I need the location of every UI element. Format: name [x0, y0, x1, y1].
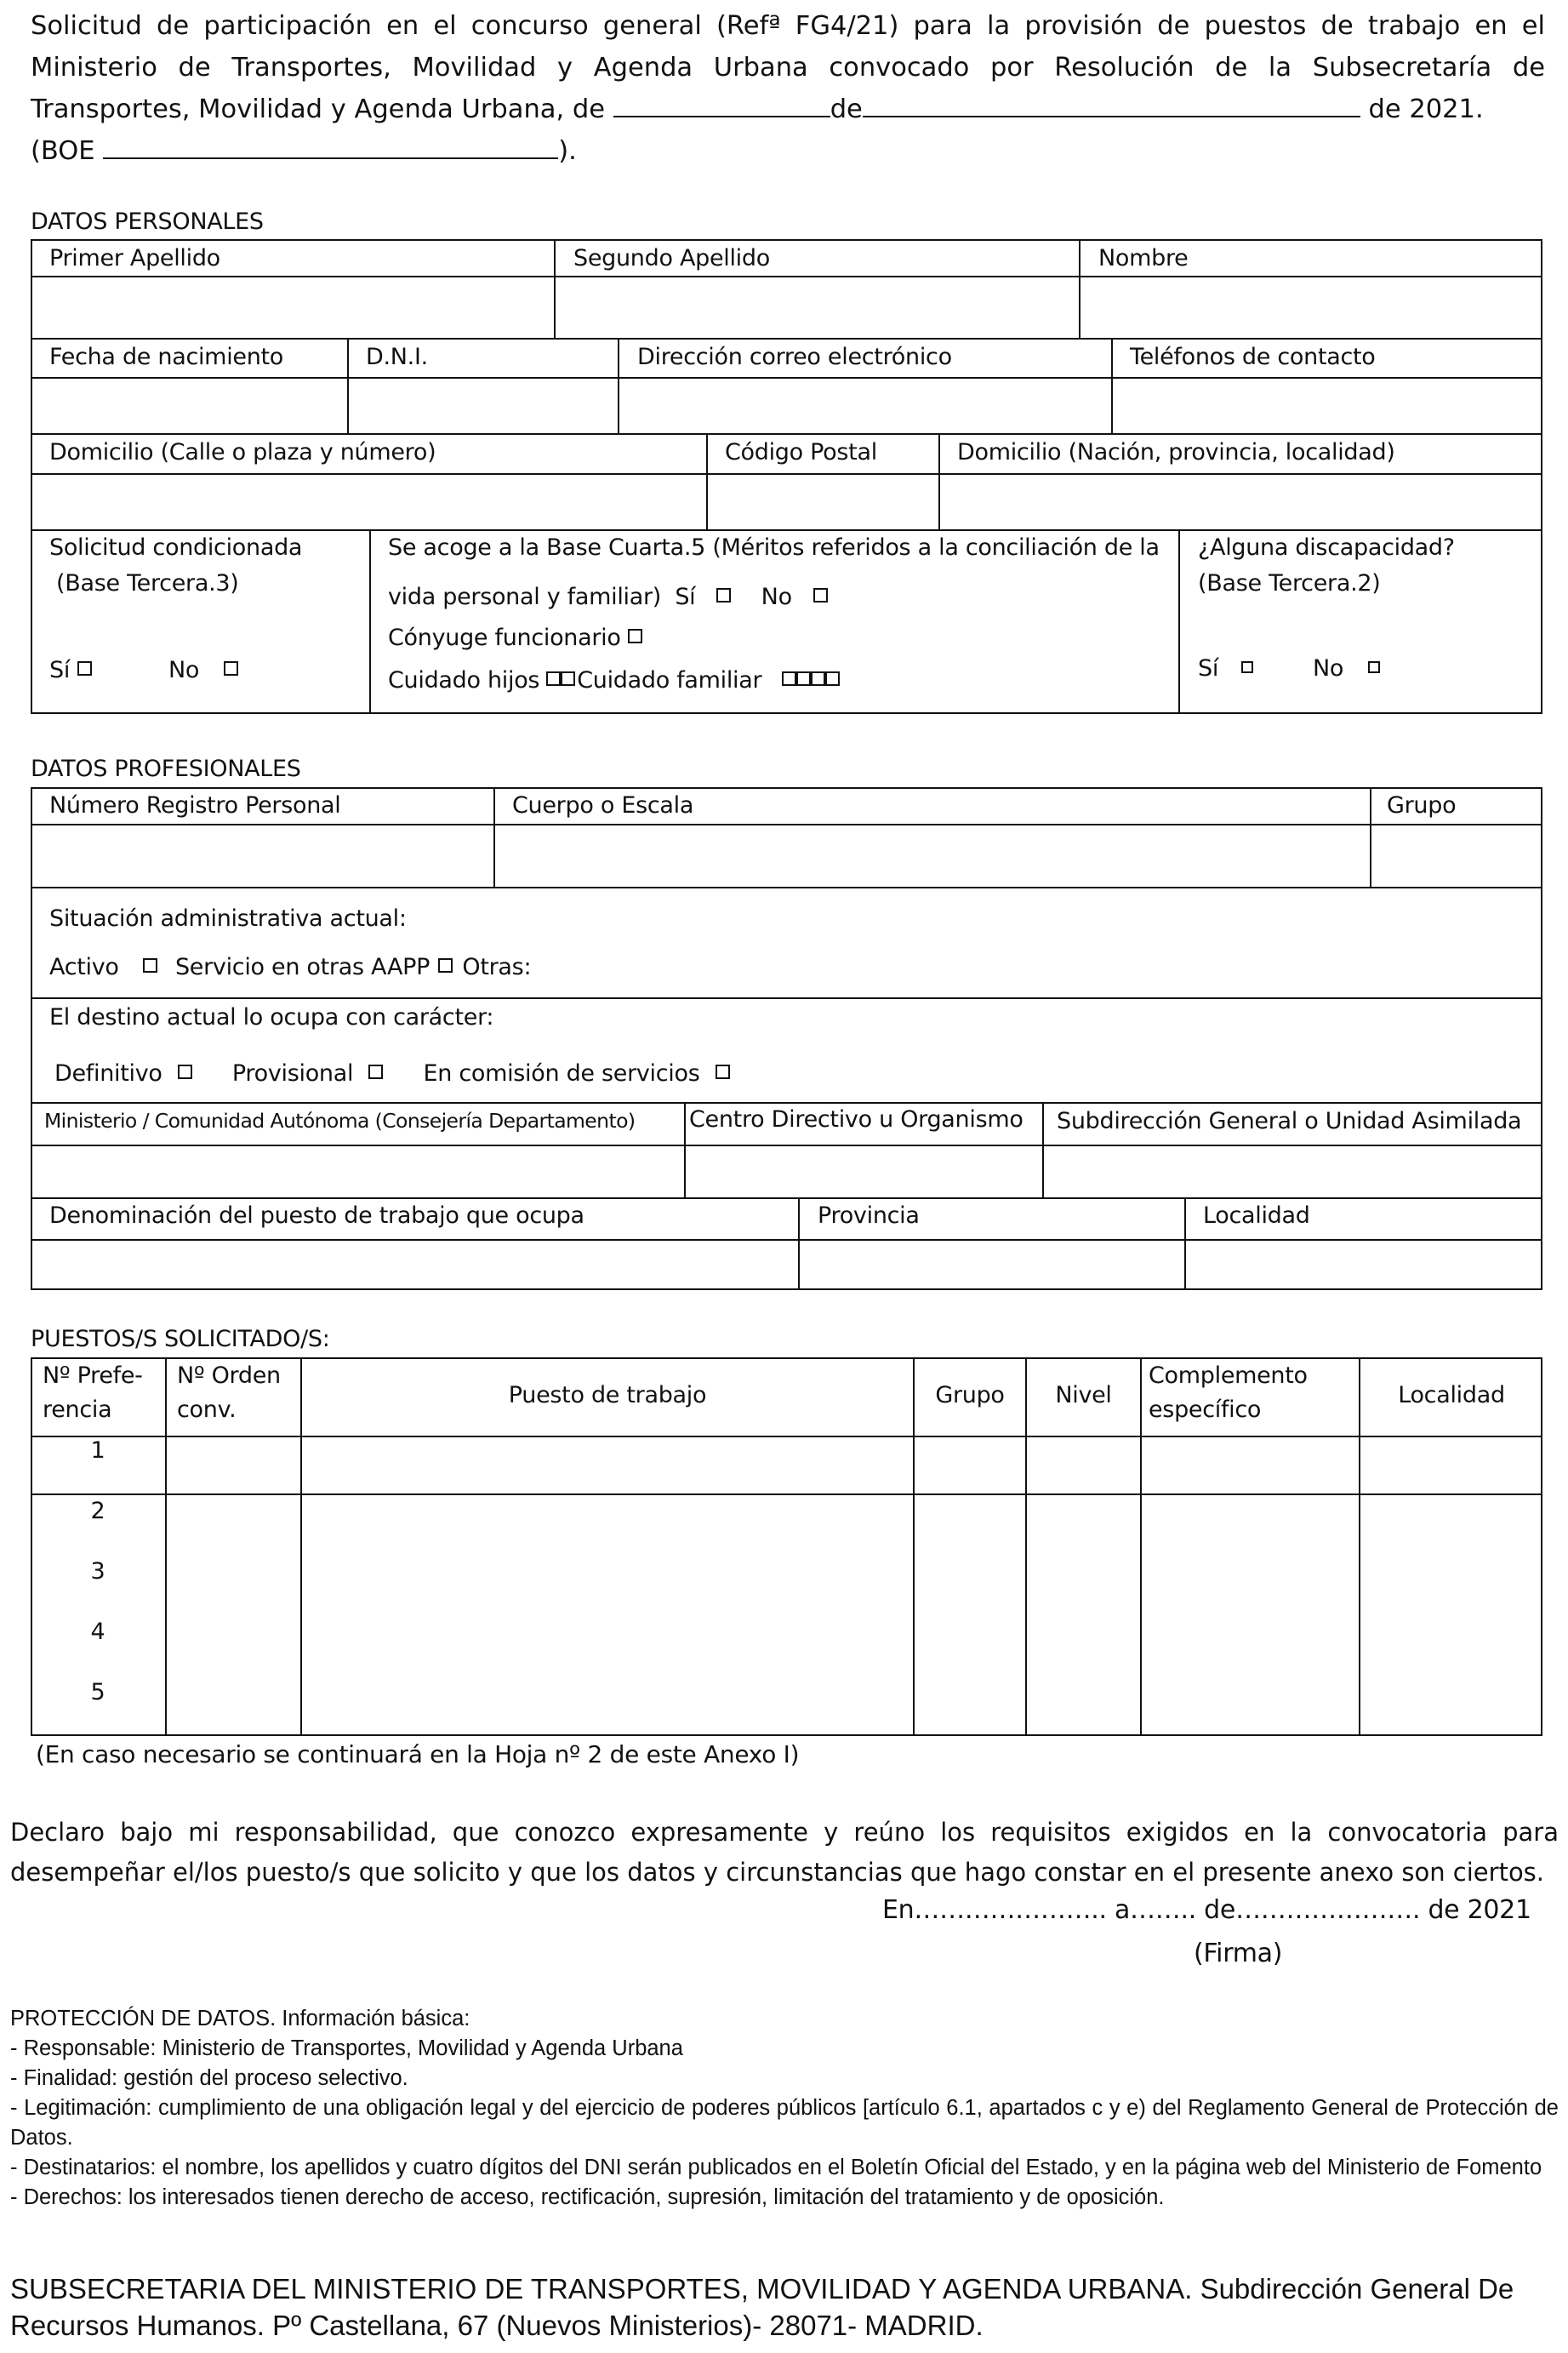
col-localidad: Localidad [1398, 1382, 1505, 1408]
divider [31, 1436, 1542, 1437]
divider [31, 887, 1542, 888]
label-nrp: Número Registro Personal [49, 792, 341, 819]
divider [1042, 1102, 1044, 1197]
cuidado-familiar-checkbox-1[interactable] [782, 671, 796, 686]
label-base-tercera-2: (Base Tercera.2) [1198, 570, 1381, 597]
divider [1370, 787, 1371, 887]
provisional-checkbox[interactable] [368, 1065, 383, 1079]
label-base-tercera-3: (Base Tercera.3) [56, 570, 239, 597]
cond-si-option [49, 657, 94, 683]
divider [31, 377, 1542, 379]
date-day-field[interactable] [613, 90, 830, 117]
divider [31, 1145, 1542, 1146]
row-pref-5: 5 [90, 1679, 105, 1705]
col-preferencia-l1: Nº Prefe- [43, 1362, 143, 1389]
cond-si-checkbox[interactable] [77, 661, 92, 676]
divider [1359, 1357, 1360, 1736]
personal-section-title: DATOS PERSONALES [31, 208, 264, 235]
conyuge-checkbox[interactable] [628, 629, 642, 643]
label-email: Dirección correo electrónico [637, 344, 952, 370]
row-pref-3: 3 [90, 1558, 105, 1585]
declaration-text: Declaro bajo mi responsabilidad, que conozco expresamente y reúno los requisitos exigidos en la convocatoria para desempeñar el/los puesto/s que solicito y que los datos y circunstancias que hago constar en el presente anexo son ciertos. [10, 1818, 1559, 1887]
label-cuidado-familiar: Cuidado familiar [577, 667, 762, 694]
puestos-note: (En caso necesario se continuará en la Hoja nº 2 de este Anexo I) [36, 1740, 800, 1768]
label-telefonos: Teléfonos de contacto [1130, 344, 1376, 370]
divider [1178, 529, 1180, 714]
cuidado-line [388, 667, 840, 694]
label-comision: En comisión de servicios [423, 1060, 700, 1087]
definitivo-checkbox[interactable] [178, 1065, 192, 1079]
divider [31, 433, 1542, 435]
divider [31, 1239, 1542, 1241]
label-definitivo: Definitivo [54, 1060, 163, 1087]
boe-field[interactable] [103, 132, 558, 159]
puestos-table [31, 1357, 1542, 1736]
base-no-label: No [761, 584, 792, 610]
puestos-section-title: PUESTOS/S SOLICITADO/S: [31, 1326, 330, 1352]
label-solicitud-condicionada: Solicitud condicionada [49, 534, 303, 561]
cond-no-checkbox[interactable] [224, 661, 238, 676]
row-pref-2: 2 [90, 1498, 105, 1524]
col-orden-l2: conv. [177, 1396, 237, 1423]
divider [31, 997, 1542, 999]
label-cuidado-hijos: Cuidado hijos [388, 667, 540, 694]
professional-section-title: DATOS PROFESIONALES [31, 756, 301, 782]
disc-no-checkbox[interactable] [1368, 661, 1380, 673]
label-provisional: Provisional [231, 1060, 354, 1087]
label-centro: Centro Directivo u Organismo [689, 1106, 1023, 1133]
dp-legitimacion: - Legitimación: cumplimiento de una obligación legal y del ejercicio de poderes públicos [artículo 6.1, apartados c y e) del Reglamento General de Protección de Datos. [10, 2096, 1559, 2150]
label-localidad: Localidad [1203, 1202, 1310, 1229]
boe-close: ). [558, 136, 577, 166]
divider [1184, 1197, 1186, 1290]
label-segundo-apellido: Segundo Apellido [573, 245, 770, 271]
label-conyuge: Cónyuge funcionario [388, 625, 621, 651]
col-puesto: Puesto de trabajo [508, 1382, 707, 1408]
destino-options [54, 1060, 733, 1087]
label-discapacidad: ¿Alguna discapacidad? [1198, 534, 1455, 561]
label-provincia: Provincia [818, 1202, 920, 1229]
disc-no-option [1313, 655, 1383, 682]
col-orden-l1: Nº Orden [177, 1362, 281, 1389]
col-preferencia-l2: rencia [43, 1396, 112, 1423]
label-situacion: Situación administrativa actual: [49, 905, 407, 932]
cuidado-familiar-checkbox-3[interactable] [811, 671, 825, 686]
cond-si-label: Sí [49, 657, 71, 683]
situacion-options [49, 954, 531, 980]
disc-si-option [1198, 655, 1256, 682]
divider [31, 1493, 1542, 1495]
cond-no-label: No [168, 657, 200, 683]
intro-text: Solicitud de participación en el concurso general (Refª FG4/21) para la provisión de puestos de trabajo en el Ministerio de Transportes, Movilidad y Agenda Urbana convocado por Resolución de la Subsecretaría de Transportes, Movilidad y Agenda Urbana, de [31, 11, 1545, 124]
label-servicio-otras: Servicio en otras AAPP [174, 954, 430, 980]
divider [618, 338, 619, 433]
label-denominacion: Denominación del puesto de trabajo que ocupa [49, 1202, 584, 1229]
footer-address: SUBSECRETARIA DEL MINISTERIO DE TRANSPORTES, MOVILIDAD Y AGENDA URBANA. Subdirección General De Recursos Humanos. Pº Castellana, 67 (Nuevos Ministerios)- 28071- MADRID. [10, 2273, 1514, 2341]
declaration [10, 1813, 1559, 1893]
divider [31, 338, 1542, 340]
label-subdireccion: Subdirección General o Unidad Asimilada [1057, 1108, 1522, 1134]
label-dni: D.N.I. [366, 344, 428, 370]
label-otras: Otras: [462, 954, 532, 980]
cuidado-familiar-checkbox-4[interactable] [825, 671, 840, 686]
divider [31, 824, 1542, 825]
divider [554, 239, 556, 338]
divider [369, 529, 371, 714]
divider [706, 433, 708, 529]
cuidado-hijos-checkbox-1[interactable] [546, 671, 561, 686]
divider [165, 1357, 167, 1736]
col-grupo: Grupo [935, 1382, 1005, 1408]
divider [31, 473, 1542, 475]
cuidado-hijos-checkbox-2[interactable] [561, 671, 575, 686]
label-cuerpo: Cuerpo o Escala [512, 792, 694, 819]
intro-year: de 2021. [1368, 94, 1484, 124]
base-cuarta-line2 [388, 584, 830, 610]
divider [798, 1197, 800, 1290]
activo-checkbox[interactable] [143, 958, 157, 973]
personal-data-box [31, 239, 1542, 714]
divider [31, 1102, 1542, 1104]
servicio-otras-checkbox[interactable] [438, 958, 453, 973]
dp-finalidad: - Finalidad: gestión del proceso selectivo. [10, 2066, 408, 2090]
label-ministerio: Ministerio / Comunidad Autónoma (Consejería Departamento) [44, 1109, 636, 1133]
divider [31, 1197, 1542, 1199]
boe-open: (BOE [31, 136, 95, 166]
divider [31, 529, 1542, 531]
label-grupo: Grupo [1387, 792, 1457, 819]
divider [1111, 338, 1113, 433]
base-si-label: Sí [675, 584, 696, 610]
label-domicilio-nacion: Domicilio (Nación, provincia, localidad) [957, 439, 1395, 465]
col-complemento-l1: Complemento [1149, 1362, 1308, 1389]
data-protection [10, 2004, 1559, 2213]
conyuge-line [388, 625, 645, 651]
date-month-field[interactable] [863, 90, 1360, 117]
divider [684, 1102, 686, 1197]
label-conciliacion: vida personal y familiar) [388, 584, 662, 610]
cond-no-option [168, 657, 241, 683]
divider [938, 433, 940, 529]
comision-checkbox[interactable] [716, 1065, 730, 1079]
divider [913, 1357, 915, 1736]
divider [1079, 239, 1080, 338]
label-codigo-postal: Código Postal [725, 439, 877, 465]
label-primer-apellido: Primer Apellido [49, 245, 220, 271]
disc-si-label: Sí [1198, 655, 1219, 682]
base-si-checkbox[interactable] [716, 588, 731, 603]
data-protection-title: PROTECCIÓN DE DATOS. Información básica: [10, 2007, 470, 2030]
dp-destinatarios: - Destinatarios: el nombre, los apellidos y cuatro dígitos del DNI serán publicados en el Boletín Oficial del Estado, y en la página web del Ministerio de Fomento [10, 2156, 1542, 2179]
label-activo: Activo [49, 954, 119, 980]
dp-responsable: - Responsable: Ministerio de Transportes, Movilidad y Agenda Urbana [10, 2036, 683, 2060]
cuidado-familiar-checkbox-2[interactable] [796, 671, 811, 686]
row-pref-4: 4 [90, 1619, 105, 1645]
col-complemento-l2: específico [1149, 1396, 1262, 1423]
disc-no-label: No [1313, 655, 1344, 682]
dp-derechos: - Derechos: los interesados tienen derecho de acceso, rectificación, supresión, limitación del tratamiento y de oposición. [10, 2185, 1165, 2209]
row-pref-1: 1 [90, 1437, 105, 1464]
label-base-cuarta: Se acoge a la Base Cuarta.5 (Méritos referidos a la conciliación de la [388, 534, 1160, 561]
intro-de: de [830, 94, 863, 124]
label-domicilio-calle: Domicilio (Calle o plaza y número) [49, 439, 436, 465]
label-fecha-nacimiento: Fecha de nacimiento [49, 344, 284, 370]
divider [31, 276, 1542, 277]
label-nombre: Nombre [1098, 245, 1189, 271]
intro-paragraph [31, 5, 1545, 172]
signature-label: (Firma) [1194, 1939, 1283, 1968]
divider [300, 1357, 302, 1736]
declaration-place-date: En………………….. a…….. de…………………. de 2021 [882, 1895, 1531, 1925]
divider [1025, 1357, 1027, 1736]
divider [493, 787, 495, 887]
label-destino: El destino actual lo ocupa con carácter: [49, 1004, 494, 1031]
divider [1140, 1357, 1142, 1736]
col-nivel: Nivel [1055, 1382, 1112, 1408]
divider [347, 338, 349, 433]
disc-si-checkbox[interactable] [1241, 661, 1253, 673]
base-no-checkbox[interactable] [813, 588, 828, 603]
